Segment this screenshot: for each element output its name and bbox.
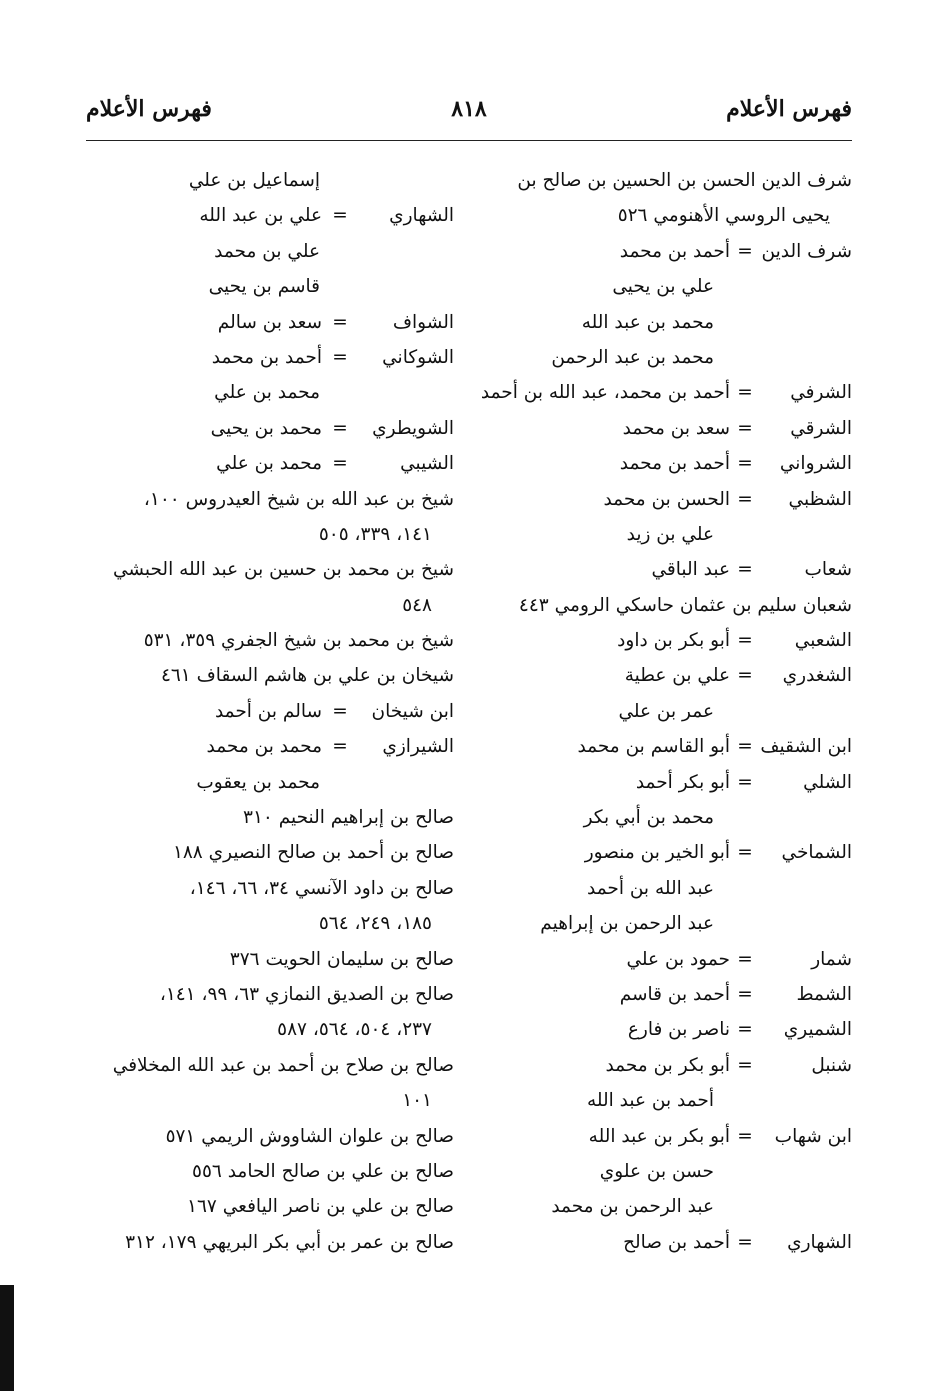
index-entry: [86, 517, 454, 552]
index-entry: [478, 1083, 852, 1118]
index-entry: [86, 234, 454, 269]
index-entry: [86, 482, 454, 517]
equals-sign: =: [332, 453, 348, 475]
index-entry: [478, 694, 852, 729]
equals-sign: =: [737, 771, 753, 793]
entry-reference: أحمد بن قاسم: [619, 983, 730, 1005]
equals-sign: =: [737, 1054, 753, 1076]
entry-reference: علي بن عبد الله: [199, 205, 322, 227]
entry-text: حسن بن علوي: [599, 1160, 714, 1182]
index-entry: [478, 1225, 852, 1260]
entry-reference: أبو بكر بن داود: [617, 630, 730, 652]
index-entry: [478, 517, 852, 552]
entry-text: ١٠١: [402, 1090, 432, 1112]
index-entry: [86, 1048, 454, 1083]
entry-surname: ابن شهاب: [774, 1125, 852, 1147]
entry-surname: ابن شيخان: [371, 700, 454, 722]
index-entry: [478, 906, 852, 941]
entry-reference: علي بن عطية: [624, 665, 730, 687]
entry-surname: الشظبي: [788, 488, 852, 510]
index-entry: [478, 835, 852, 870]
running-header: [86, 96, 852, 132]
index-entry: [86, 552, 454, 587]
entry-reference: أبو بكر بن محمد: [605, 1054, 730, 1076]
entry-text: ١٨٥، ٢٤٩، ٥٦٤: [318, 913, 432, 935]
equals-sign: =: [332, 311, 348, 333]
entry-reference: ناصر بن فارع: [627, 1019, 730, 1041]
entry-text: شيخ بن عبد الله بن شيخ العيدروس ١٠٠،: [143, 488, 454, 510]
entry-text: عبد الرحمن بن إبراهيم: [540, 913, 714, 935]
entry-reference: سعد بن محمد: [622, 417, 730, 439]
index-entry: [86, 1154, 454, 1189]
equals-sign: =: [737, 630, 753, 652]
index-entry: [86, 658, 454, 693]
equals-sign: =: [737, 1231, 753, 1253]
entry-text: صالح بن علي بن ناصر اليافعي ١٦٧: [187, 1196, 454, 1218]
index-entry: [478, 658, 852, 693]
entry-text: شعبان سليم بن عثمان حاسكي الرومي ٤٤٣: [518, 594, 852, 616]
equals-sign: =: [737, 665, 753, 687]
index-entry: [478, 1048, 852, 1083]
index-entry: [86, 800, 454, 835]
entry-text: علي بن زيد: [626, 523, 714, 545]
entry-text: شيخ بن محمد بن شيخ الجفري ٣٥٩، ٥٣١: [143, 630, 454, 652]
entry-text: صالح بن عمر بن أبي بكر البريهي ١٧٩، ٣١٢: [125, 1231, 454, 1253]
index-entry: [86, 835, 454, 870]
entry-surname: الشرواني: [779, 453, 852, 475]
index-entry: [478, 1154, 852, 1189]
index-entry: [478, 269, 852, 304]
entry-surname: الشيرازي: [382, 736, 454, 758]
index-entry: [86, 411, 454, 446]
index-entry: [86, 1225, 454, 1260]
index-entry: [86, 1119, 454, 1154]
entry-reference: محمد بن علي: [216, 453, 322, 475]
entry-text: صالح بن علوان الشاووش الريمي ٥٧١: [165, 1125, 454, 1147]
entry-surname: الشهاري: [787, 1231, 852, 1253]
index-entry: [86, 1012, 454, 1047]
entry-reference: حمود بن علي: [626, 948, 730, 970]
index-entry: [478, 375, 852, 410]
entry-text: علي بن يحيى: [612, 276, 714, 298]
entry-text: شيخان بن علي بن هاشم السقاف ٤٦١: [160, 665, 454, 687]
entry-text: محمد بن علي: [214, 382, 320, 404]
header-title-left: فهرس الأعلام: [86, 96, 212, 122]
index-entry: [478, 588, 852, 623]
entry-reference: أبو الخير بن منصور: [584, 842, 730, 864]
index-entry: [86, 765, 454, 800]
index-entry: [478, 765, 852, 800]
index-entry: [478, 1012, 852, 1047]
entry-text: محمد بن يعقوب: [196, 771, 320, 793]
entry-reference: الحسن بن محمد: [603, 488, 730, 510]
index-entry: [478, 446, 852, 481]
entry-surname: الشرفي: [790, 382, 852, 404]
index-entry: [86, 269, 454, 304]
index-entry: [86, 1189, 454, 1224]
entry-surname: الشميري: [783, 1019, 852, 1041]
entry-text: محمد بن عبد الرحمن: [551, 346, 714, 368]
entry-text: محمد بن عبد الله: [581, 311, 714, 333]
entry-text: صالح بن صلاح بن أحمد بن عبد الله المخلافي: [112, 1054, 454, 1076]
index-entry: [86, 375, 454, 410]
index-entry: [478, 729, 852, 764]
index-entry: [478, 198, 852, 233]
equals-sign: =: [737, 559, 753, 581]
entry-text: ٥٤٨: [402, 594, 432, 616]
entry-text: صالح بن علي بن صالح الحامد ٥٥٦: [192, 1160, 454, 1182]
entry-surname: الشرقي: [790, 417, 852, 439]
entry-text: صالح بن سليمان الحويت ٣٧٦: [229, 948, 454, 970]
index-entry: [478, 552, 852, 587]
equals-sign: =: [332, 700, 348, 722]
index-entry: [86, 588, 454, 623]
index-entry: [86, 694, 454, 729]
index-entry: [86, 1083, 454, 1118]
equals-sign: =: [332, 205, 348, 227]
entry-text: عبد الرحمن بن محمد: [551, 1196, 714, 1218]
entry-surname: شنبل: [811, 1054, 852, 1076]
equals-sign: =: [737, 736, 753, 758]
entry-reference: أحمد بن محمد، عبد الله بن أحمد: [480, 382, 730, 404]
scan-edge-shadow: [0, 1285, 14, 1391]
entry-surname: شمار: [811, 948, 852, 970]
entry-reference: أحمد بن محمد: [211, 346, 322, 368]
page-number: ٨١٨: [451, 96, 487, 122]
index-entry: [86, 198, 454, 233]
entry-reference: عبد الباقي: [651, 559, 730, 581]
entry-surname: الشيبي: [400, 453, 454, 475]
entry-text: صالح بن إبراهيم النحيم ٣١٠: [243, 807, 454, 829]
entry-reference: أحمد بن محمد: [619, 453, 730, 475]
index-entry: [86, 163, 454, 198]
header-rule: [86, 140, 852, 141]
entry-surname: الشواف: [392, 311, 454, 333]
equals-sign: =: [737, 488, 753, 510]
entry-reference: أبو القاسم بن محمد: [577, 736, 730, 758]
entry-reference: سالم بن أحمد: [214, 700, 322, 722]
index-column-right: [478, 163, 852, 1260]
equals-sign: =: [332, 736, 348, 758]
index-entry: [478, 482, 852, 517]
entry-surname: الشويطري: [372, 417, 454, 439]
entry-reference: سعد بن سالم: [217, 311, 322, 333]
equals-sign: =: [737, 240, 753, 262]
equals-sign: =: [737, 842, 753, 864]
index-entry: [478, 305, 852, 340]
index-column-left: [86, 163, 454, 1260]
entry-surname: شعاب: [804, 559, 852, 581]
entry-text: صالح بن داود الآنسي ٣٤، ٦٦، ١٤٦،: [189, 877, 454, 899]
entry-surname: شرف الدين: [761, 240, 852, 262]
equals-sign: =: [737, 983, 753, 1005]
entry-surname: ابن الشقيف: [760, 736, 852, 758]
entry-surname: الشمط: [796, 983, 852, 1005]
index-entry: [86, 906, 454, 941]
equals-sign: =: [332, 417, 348, 439]
index-entry: [86, 340, 454, 375]
entry-text: يحيى الروسي الأهنومي ٥٢٦: [617, 205, 830, 227]
entry-text: ١٤١، ٣٣٩، ٥٠٥: [318, 523, 432, 545]
index-entry: [478, 977, 852, 1012]
equals-sign: =: [737, 948, 753, 970]
equals-sign: =: [737, 417, 753, 439]
entry-surname: الشوكاني: [382, 346, 454, 368]
entry-text: شيخ بن محمد بن حسين بن عبد الله الحبشي: [112, 559, 454, 581]
index-entry: [478, 1119, 852, 1154]
entry-surname: الشماخي: [781, 842, 852, 864]
index-entry: [478, 871, 852, 906]
entry-text: ٢٣٧، ٥٠٤، ٥٦٤، ٥٨٧: [277, 1019, 432, 1041]
index-entry: [478, 234, 852, 269]
index-entry: [478, 800, 852, 835]
entry-text: عمر بن علي: [618, 700, 714, 722]
index-entry: [478, 942, 852, 977]
equals-sign: =: [737, 453, 753, 475]
index-entry: [86, 305, 454, 340]
equals-sign: =: [737, 1125, 753, 1147]
entry-text: علي بن محمد: [214, 240, 320, 262]
entry-text: إسماعيل بن علي: [188, 170, 320, 191]
index-entry: [478, 163, 852, 198]
index-entry: [86, 729, 454, 764]
equals-sign: =: [737, 382, 753, 404]
equals-sign: =: [737, 1019, 753, 1041]
entry-reference: أبو بكر أحمد: [635, 771, 730, 793]
entry-reference: أبو بكر بن عبد الله: [588, 1125, 730, 1147]
index-entry: [86, 623, 454, 658]
index-entry: [478, 411, 852, 446]
entry-text: محمد بن أبي بكر: [583, 807, 714, 829]
entry-surname: الشهاري: [389, 205, 454, 227]
entry-reference: أحمد بن صالح: [623, 1231, 730, 1253]
header-title-right: فهرس الأعلام: [726, 96, 852, 122]
entry-reference: محمد بن يحيى: [210, 417, 322, 439]
entry-surname: الشعبي: [794, 630, 852, 652]
entry-text: صالح بن الصديق النمازي ٦٣، ٩٩، ١٤١،: [159, 983, 454, 1005]
entry-reference: أحمد بن محمد: [619, 240, 730, 262]
entry-text: أحمد بن عبد الله: [586, 1090, 714, 1112]
index-entry: [86, 942, 454, 977]
entry-text: صالح بن أحمد بن صالح النصيري ١٨٨: [172, 842, 454, 864]
index-entry: [478, 623, 852, 658]
index-entry: [86, 871, 454, 906]
entry-text: شرف الدين الحسن بن الحسين بن صالح بن: [517, 170, 852, 191]
index-entry: [478, 1189, 852, 1224]
entry-surname: الشغدري: [782, 665, 852, 687]
index-entry: [86, 977, 454, 1012]
entry-text: عبد الله بن أحمد: [586, 877, 714, 899]
entry-text: قاسم بن يحيى: [208, 276, 320, 298]
index-entry: [86, 446, 454, 481]
index-entry: [478, 340, 852, 375]
entry-surname: الشلي: [803, 771, 852, 793]
entry-reference: محمد بن محمد: [206, 736, 322, 758]
equals-sign: =: [332, 346, 348, 368]
